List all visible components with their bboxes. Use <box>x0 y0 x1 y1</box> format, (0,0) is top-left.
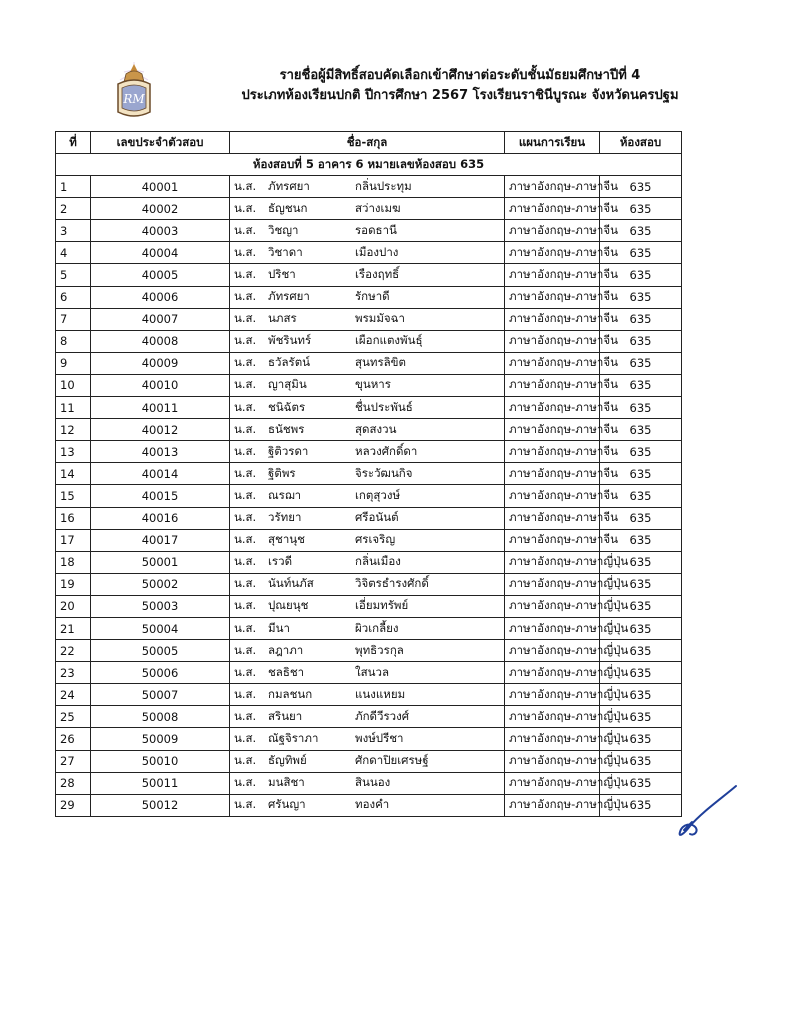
row-number: 1 <box>56 176 91 198</box>
study-plan: ภาษาอังกฤษ-ภาษาจีน <box>505 286 600 308</box>
first-name: มนสิชา <box>268 775 305 790</box>
last-name: จิระวัฒนกิจ <box>355 465 413 480</box>
exam-id: 40011 <box>91 397 230 419</box>
student-name <box>230 374 505 396</box>
exam-room: 635 <box>600 176 682 198</box>
document-title <box>160 66 760 106</box>
student-name <box>230 419 505 441</box>
row-number: 4 <box>56 242 91 264</box>
row-number: 12 <box>56 419 91 441</box>
row-number: 8 <box>56 330 91 352</box>
last-name: เอี่ยมทรัพย์ <box>355 598 409 613</box>
first-name: ชนิฉัตร <box>268 399 306 414</box>
exam-room: 635 <box>600 242 682 264</box>
study-plan: ภาษาอังกฤษ-ภาษาจีน <box>505 242 600 264</box>
name-prefix: น.ส. <box>234 576 257 591</box>
exam-id: 50003 <box>91 595 230 617</box>
first-name: ธัญชนก <box>268 200 308 215</box>
svg-text:RM: RM <box>123 92 145 106</box>
study-plan: ภาษาอังกฤษ-ภาษาจีน <box>505 220 600 242</box>
student-name <box>230 198 505 220</box>
table-row <box>56 684 682 706</box>
study-plan: ภาษาอังกฤษ-ภาษาญี่ปุ่น <box>505 750 600 772</box>
table-row <box>56 750 682 772</box>
col-header-plan: แผนการเรียน <box>505 132 600 154</box>
name-prefix: น.ส. <box>234 532 257 547</box>
exam-room: 635 <box>600 463 682 485</box>
student-name <box>230 463 505 485</box>
first-name: ณรฌา <box>268 487 302 502</box>
study-plan: ภาษาอังกฤษ-ภาษาจีน <box>505 507 600 529</box>
exam-id: 40008 <box>91 330 230 352</box>
row-number: 20 <box>56 595 91 617</box>
table-row <box>56 772 682 794</box>
last-name: สินนอง <box>355 775 391 790</box>
first-name: ฐิติพร <box>268 465 296 480</box>
table-row <box>56 286 682 308</box>
exam-room: 635 <box>600 220 682 242</box>
name-prefix: น.ส. <box>234 487 257 502</box>
name-prefix: น.ส. <box>234 620 257 635</box>
last-name: เมืองปาง <box>355 244 399 259</box>
table-row <box>56 374 682 396</box>
exam-room: 635 <box>600 794 682 816</box>
table-row <box>56 419 682 441</box>
table-row <box>56 352 682 374</box>
student-name <box>230 507 505 529</box>
first-name: วิชญา <box>268 222 299 237</box>
first-name: ธวัลรัตน์ <box>268 355 311 370</box>
exam-room: 635 <box>600 662 682 684</box>
first-name: กมลชนก <box>268 686 313 701</box>
table-row <box>56 640 682 662</box>
name-prefix: น.ส. <box>234 797 257 812</box>
col-header-room: ห้องสอบ <box>600 132 682 154</box>
row-number: 7 <box>56 308 91 330</box>
table-row <box>56 397 682 419</box>
last-name: พุทธิวรกุล <box>355 642 404 657</box>
study-plan: ภาษาอังกฤษ-ภาษาจีน <box>505 308 600 330</box>
name-prefix: น.ส. <box>234 377 257 392</box>
exam-id: 50002 <box>91 573 230 595</box>
title-line-2: ประเภทห้องเรียนปกติ ปีการศึกษา 2567 โรงเรียนราชินีบูรณะ จังหวัดนครปฐม <box>241 88 679 103</box>
table-row <box>56 264 682 286</box>
table-row <box>56 617 682 639</box>
last-name: หลวงศักดิ์ดา <box>355 443 418 458</box>
student-name <box>230 308 505 330</box>
first-name: ญาสุมิน <box>268 377 307 392</box>
table-row <box>56 463 682 485</box>
exam-id: 40014 <box>91 463 230 485</box>
first-name: ธนัชพร <box>268 421 305 436</box>
first-name: ภัทรศยา <box>268 289 310 304</box>
exam-room: 635 <box>600 595 682 617</box>
study-plan: ภาษาอังกฤษ-ภาษาญี่ปุ่น <box>505 706 600 728</box>
exam-room: 635 <box>600 617 682 639</box>
study-plan: ภาษาอังกฤษ-ภาษาจีน <box>505 176 600 198</box>
exam-room: 635 <box>600 374 682 396</box>
student-name <box>230 595 505 617</box>
name-prefix: น.ส. <box>234 267 257 282</box>
last-name: ขุนหาร <box>355 377 391 392</box>
student-name <box>230 397 505 419</box>
row-number: 27 <box>56 750 91 772</box>
row-number: 14 <box>56 463 91 485</box>
name-prefix: น.ส. <box>234 664 257 679</box>
exam-room: 635 <box>600 573 682 595</box>
table-row <box>56 573 682 595</box>
student-name <box>230 330 505 352</box>
last-name: เรืองฤทธิ์ <box>355 267 400 282</box>
first-name: ภัทรศยา <box>268 178 310 193</box>
exam-id: 50012 <box>91 794 230 816</box>
study-plan: ภาษาอังกฤษ-ภาษาญี่ปุ่น <box>505 551 600 573</box>
row-number: 2 <box>56 198 91 220</box>
row-number: 17 <box>56 529 91 551</box>
student-name <box>230 242 505 264</box>
row-number: 11 <box>56 397 91 419</box>
exam-room-subheader-row <box>56 154 682 176</box>
first-name: ปริชา <box>268 267 296 282</box>
student-name <box>230 264 505 286</box>
study-plan: ภาษาอังกฤษ-ภาษาญี่ปุ่น <box>505 640 600 662</box>
study-plan: ภาษาอังกฤษ-ภาษาญี่ปุ่น <box>505 728 600 750</box>
exam-id: 50007 <box>91 684 230 706</box>
exam-room: 635 <box>600 640 682 662</box>
exam-room: 635 <box>600 198 682 220</box>
study-plan: ภาษาอังกฤษ-ภาษาจีน <box>505 352 600 374</box>
name-prefix: น.ส. <box>234 421 257 436</box>
row-number: 24 <box>56 684 91 706</box>
last-name: วิจิตรธำรงศักดิ์ <box>355 576 429 591</box>
name-prefix: น.ส. <box>234 443 257 458</box>
first-name: วรัทยา <box>268 510 302 525</box>
table-row <box>56 595 682 617</box>
student-name <box>230 640 505 662</box>
first-name: สุชานุช <box>268 532 305 547</box>
last-name: ศรเจริญ <box>355 532 396 547</box>
row-number: 23 <box>56 662 91 684</box>
row-number: 5 <box>56 264 91 286</box>
student-name <box>230 794 505 816</box>
exam-id: 40001 <box>91 176 230 198</box>
row-number: 26 <box>56 728 91 750</box>
study-plan: ภาษาอังกฤษ-ภาษาจีน <box>505 198 600 220</box>
name-prefix: น.ส. <box>234 399 257 414</box>
last-name: ภักดีวีรวงศ์ <box>355 708 410 723</box>
student-name <box>230 551 505 573</box>
exam-id: 50006 <box>91 662 230 684</box>
exam-room: 635 <box>600 551 682 573</box>
school-logo <box>112 62 156 120</box>
first-name: นันท์นภัส <box>268 576 314 591</box>
study-plan: ภาษาอังกฤษ-ภาษาจีน <box>505 374 600 396</box>
row-number: 10 <box>56 374 91 396</box>
exam-room: 635 <box>600 352 682 374</box>
study-plan: ภาษาอังกฤษ-ภาษาญี่ปุ่น <box>505 794 600 816</box>
exam-id: 40007 <box>91 308 230 330</box>
exam-room: 635 <box>600 684 682 706</box>
student-name <box>230 750 505 772</box>
first-name: ฐิติวรดา <box>268 443 309 458</box>
first-name: พัชรินทร์ <box>268 333 312 348</box>
exam-id: 40016 <box>91 507 230 529</box>
table-header-row <box>56 132 682 154</box>
student-name <box>230 573 505 595</box>
exam-id: 40015 <box>91 485 230 507</box>
last-name: สว่างเมฆ <box>355 200 401 215</box>
table-row <box>56 176 682 198</box>
student-name <box>230 286 505 308</box>
table-row <box>56 485 682 507</box>
exam-id: 40005 <box>91 264 230 286</box>
student-name <box>230 352 505 374</box>
candidate-table <box>55 131 682 817</box>
exam-room: 635 <box>600 286 682 308</box>
row-number: 21 <box>56 617 91 639</box>
student-name <box>230 706 505 728</box>
first-name: ชลธิชา <box>268 664 305 679</box>
student-name <box>230 176 505 198</box>
study-plan: ภาษาอังกฤษ-ภาษาจีน <box>505 419 600 441</box>
last-name: แนงแหยม <box>355 686 406 701</box>
last-name: ศรีอนันต์ <box>355 510 399 525</box>
last-name: ผิวเกลี้ยง <box>355 620 399 635</box>
row-number: 13 <box>56 441 91 463</box>
last-name: เกตุสุวงษ์ <box>355 487 401 502</box>
table-row <box>56 308 682 330</box>
exam-id: 40003 <box>91 220 230 242</box>
row-number: 29 <box>56 794 91 816</box>
name-prefix: น.ส. <box>234 200 257 215</box>
student-name <box>230 220 505 242</box>
last-name: พงษ์ปรีชา <box>355 730 404 745</box>
exam-id: 50001 <box>91 551 230 573</box>
last-name: สุนทรลิขิต <box>355 355 407 370</box>
student-name <box>230 728 505 750</box>
exam-id: 40017 <box>91 529 230 551</box>
name-prefix: น.ส. <box>234 355 257 370</box>
col-header-name: ชื่อ-สกุล <box>230 132 505 154</box>
name-prefix: น.ส. <box>234 311 257 326</box>
last-name: พรมมัจฉา <box>355 311 405 326</box>
name-prefix: น.ส. <box>234 598 257 613</box>
table-row <box>56 441 682 463</box>
table-row <box>56 728 682 750</box>
exam-room-subheader: ห้องสอบที่ 5 อาคาร 6 หมายเลขห้องสอบ 635 <box>56 154 682 176</box>
name-prefix: น.ส. <box>234 642 257 657</box>
row-number: 16 <box>56 507 91 529</box>
first-name: ศรันญา <box>268 797 306 812</box>
last-name: ใสนวล <box>355 664 390 679</box>
row-number: 15 <box>56 485 91 507</box>
table-row <box>56 551 682 573</box>
exam-room: 635 <box>600 419 682 441</box>
study-plan: ภาษาอังกฤษ-ภาษาญี่ปุ่น <box>505 772 600 794</box>
name-prefix: น.ส. <box>234 554 257 569</box>
table-row <box>56 220 682 242</box>
row-number: 28 <box>56 772 91 794</box>
last-name: ศักดาปิยเศรษฐ์ <box>355 753 429 768</box>
table-row <box>56 794 682 816</box>
row-number: 22 <box>56 640 91 662</box>
exam-id: 40012 <box>91 419 230 441</box>
exam-id: 40009 <box>91 352 230 374</box>
last-name: กลิ่นเมือง <box>355 554 401 569</box>
last-name: สุดสงวน <box>355 421 397 436</box>
table-row <box>56 507 682 529</box>
exam-room: 635 <box>600 529 682 551</box>
study-plan: ภาษาอังกฤษ-ภาษาจีน <box>505 330 600 352</box>
last-name: เผือกแตงพันธุ์ <box>355 333 423 348</box>
first-name: ณัฐจิราภา <box>268 730 319 745</box>
first-name: ธัญทิพย์ <box>268 753 307 768</box>
exam-id: 40006 <box>91 286 230 308</box>
name-prefix: น.ส. <box>234 753 257 768</box>
exam-room: 635 <box>600 264 682 286</box>
exam-id: 50011 <box>91 772 230 794</box>
col-header-exam-id: เลขประจำตัวสอบ <box>91 132 230 154</box>
row-number: 19 <box>56 573 91 595</box>
first-name: สรินยา <box>268 708 303 723</box>
col-header-no: ที่ <box>56 132 91 154</box>
name-prefix: น.ส. <box>234 510 257 525</box>
exam-id: 50005 <box>91 640 230 662</box>
study-plan: ภาษาอังกฤษ-ภาษาญี่ปุ่น <box>505 573 600 595</box>
exam-id: 40013 <box>91 441 230 463</box>
exam-id: 50009 <box>91 728 230 750</box>
name-prefix: น.ส. <box>234 333 257 348</box>
exam-id: 40002 <box>91 198 230 220</box>
table-row <box>56 662 682 684</box>
table-row <box>56 330 682 352</box>
name-prefix: น.ส. <box>234 730 257 745</box>
exam-room: 635 <box>600 750 682 772</box>
student-name <box>230 617 505 639</box>
exam-id: 50010 <box>91 750 230 772</box>
study-plan: ภาษาอังกฤษ-ภาษาจีน <box>505 264 600 286</box>
last-name: ชื่นประพันธ์ <box>355 399 413 414</box>
name-prefix: น.ส. <box>234 686 257 701</box>
exam-room: 635 <box>600 441 682 463</box>
name-prefix: น.ส. <box>234 775 257 790</box>
student-name <box>230 529 505 551</box>
exam-id: 50004 <box>91 617 230 639</box>
study-plan: ภาษาอังกฤษ-ภาษาจีน <box>505 485 600 507</box>
exam-room: 635 <box>600 397 682 419</box>
exam-room: 635 <box>600 728 682 750</box>
row-number: 3 <box>56 220 91 242</box>
study-plan: ภาษาอังกฤษ-ภาษาจีน <box>505 441 600 463</box>
last-name: รักษาดี <box>355 289 390 304</box>
exam-room: 635 <box>600 706 682 728</box>
student-name <box>230 684 505 706</box>
table-row <box>56 529 682 551</box>
name-prefix: น.ส. <box>234 222 257 237</box>
first-name: นภสร <box>268 311 297 326</box>
first-name: มีนา <box>268 620 290 635</box>
name-prefix: น.ส. <box>234 465 257 480</box>
exam-room: 635 <box>600 772 682 794</box>
title-line-1: รายชื่อผู้มีสิทธิ์สอบคัดเลือกเข้าศึกษาต่อระดับชั้นมัธยมศึกษาปีที่ 4 <box>279 68 641 83</box>
study-plan: ภาษาอังกฤษ-ภาษาญี่ปุ่น <box>505 684 600 706</box>
first-name: ลฎาภา <box>268 642 304 657</box>
row-number: 6 <box>56 286 91 308</box>
study-plan: ภาษาอังกฤษ-ภาษาจีน <box>505 463 600 485</box>
table-row <box>56 706 682 728</box>
name-prefix: น.ส. <box>234 178 257 193</box>
exam-id: 40004 <box>91 242 230 264</box>
table-row <box>56 198 682 220</box>
study-plan: ภาษาอังกฤษ-ภาษาญี่ปุ่น <box>505 595 600 617</box>
student-name <box>230 772 505 794</box>
signature <box>672 782 744 840</box>
exam-id: 40010 <box>91 374 230 396</box>
exam-room: 635 <box>600 330 682 352</box>
last-name: รอดธานี <box>355 222 397 237</box>
first-name: วิชาดา <box>268 244 303 259</box>
name-prefix: น.ส. <box>234 708 257 723</box>
student-name <box>230 485 505 507</box>
exam-room: 635 <box>600 507 682 529</box>
study-plan: ภาษาอังกฤษ-ภาษาจีน <box>505 529 600 551</box>
student-name <box>230 441 505 463</box>
last-name: กลิ่นประทุม <box>355 178 412 193</box>
exam-id: 50008 <box>91 706 230 728</box>
row-number: 9 <box>56 352 91 374</box>
first-name: เรวดี <box>268 554 293 569</box>
study-plan: ภาษาอังกฤษ-ภาษาจีน <box>505 397 600 419</box>
last-name: ทองคำ <box>355 797 390 812</box>
name-prefix: น.ส. <box>234 289 257 304</box>
table-row <box>56 242 682 264</box>
study-plan: ภาษาอังกฤษ-ภาษาญี่ปุ่น <box>505 617 600 639</box>
student-name <box>230 662 505 684</box>
row-number: 25 <box>56 706 91 728</box>
exam-room: 635 <box>600 485 682 507</box>
row-number: 18 <box>56 551 91 573</box>
exam-room: 635 <box>600 308 682 330</box>
first-name: ปุณยนุช <box>268 598 309 613</box>
name-prefix: น.ส. <box>234 244 257 259</box>
study-plan: ภาษาอังกฤษ-ภาษาญี่ปุ่น <box>505 662 600 684</box>
